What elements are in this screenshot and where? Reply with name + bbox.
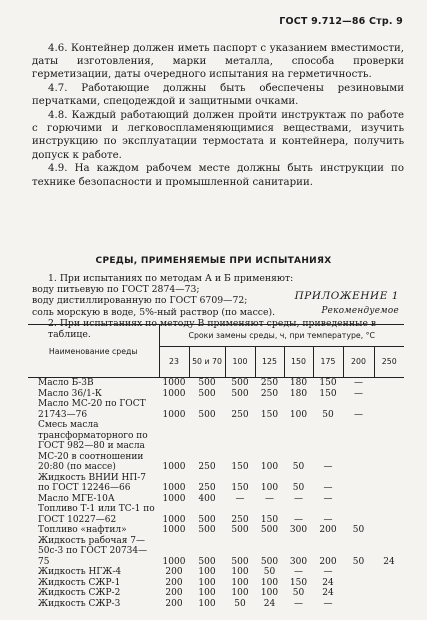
replacement-period-cell: 24 — [383, 556, 395, 567]
paragraph-4-6: 4.6. Контейнер должен иметь паспорт с указанием вместимости, даты изготовления, марки металла, способа проверки герметизации, даты очередного испытания на герметичность. — [32, 43, 404, 81]
replacement-period-cell — [374, 389, 404, 400]
replacement-period-cell: — — [235, 493, 245, 504]
replacement-period-cell — [374, 494, 404, 505]
replacement-period-cell: 150 — [319, 378, 337, 388]
replacement-period-cell: — — [354, 378, 363, 388]
replacement-period-cell: 200 — [165, 567, 183, 577]
medium-name: Жидкость СЖР-1 — [38, 577, 121, 588]
replacement-period-cell — [374, 399, 404, 420]
replacement-period-cell: 50 — [234, 598, 246, 609]
replacement-period-cell: — — [323, 483, 333, 493]
replacement-period-cell: — — [294, 493, 303, 504]
replacement-period-cell: 100 — [231, 567, 249, 577]
replacement-period-cell: 100 — [260, 462, 279, 472]
replacement-period-cell: 100 — [198, 588, 216, 598]
replacement-period-cell: 200 — [165, 588, 183, 598]
temp-header: 50 и 70 — [189, 346, 225, 377]
replacement-period-cell: 500 — [198, 525, 216, 535]
replacement-period-cell: 180 — [289, 378, 308, 388]
replacement-period-cell: 24 — [263, 598, 276, 609]
intro-line: 1. При испытаниях по методам А и Б применяют: — [48, 273, 294, 284]
replacement-period-cell: 100 — [231, 577, 249, 588]
medium-name: Жидкость СЖР-3 — [38, 598, 121, 609]
replacement-period-cell: 250 — [260, 388, 279, 399]
replacement-period-cell: — — [323, 598, 333, 609]
period-span-header: Сроки замены среды, ч, при температуре, °С — [159, 325, 404, 347]
replacement-period-cell: 300 — [289, 525, 308, 535]
table-row — [28, 504, 404, 525]
replacement-period-cell: 500 — [198, 514, 216, 525]
replacement-period-cell — [374, 525, 404, 536]
replacement-period-cell — [374, 567, 404, 578]
replacement-period-cell: 250 — [198, 483, 216, 493]
replacement-period-cell: 250 — [260, 378, 279, 388]
replacement-period-cell — [374, 588, 404, 599]
replacement-period-cell: 50 — [263, 567, 276, 577]
medium-name: Смесь масла трансформаторного по ГОСТ 982—80 и масла МС-20 в соотношении 20:80 (по массе) — [38, 420, 148, 472]
replacement-period-cell — [343, 578, 374, 589]
replacement-period-cell — [343, 567, 374, 578]
replacement-period-cell: 50 — [292, 588, 305, 598]
appendix-title: ПРИЛОЖЕНИЕ 1 — [294, 290, 399, 302]
replacement-period-cell — [374, 420, 404, 473]
replacement-period-cell: — — [354, 409, 363, 420]
replacement-period-cell: — — [294, 567, 303, 577]
table-row — [28, 567, 404, 578]
replacement-period-cell: — — [294, 598, 303, 609]
replacement-period-cell: 500 — [260, 556, 279, 567]
medium-name: Жидкость ВНИИ НП-7 по ГОСТ 12246—66 — [38, 472, 146, 493]
replacement-period-cell: 50 — [292, 483, 305, 493]
medium-name: Топливо «нафтил» — [38, 525, 127, 535]
replacement-period-cell: 1000 — [162, 514, 186, 525]
medium-name: Масло 36/1-К — [38, 388, 102, 399]
replacement-period-cell: — — [323, 567, 333, 577]
medium-name: Жидкость НГЖ-4 — [38, 567, 122, 577]
replacement-period-cell: 250 — [231, 514, 249, 525]
temp-header: 23 — [159, 346, 189, 377]
table-row — [28, 378, 404, 389]
replacement-period-cell: 200 — [319, 556, 337, 567]
replacement-period-cell: 200 — [319, 525, 337, 535]
replacement-period-cell — [343, 494, 374, 505]
replacement-period-cell: 500 — [198, 409, 216, 420]
medium-name: Масло Б-3В — [38, 378, 94, 388]
replacement-period-cell: 1000 — [162, 462, 186, 472]
replacement-period-cell: 50 — [292, 462, 305, 472]
replacement-period-cell: 1000 — [162, 378, 186, 388]
replacement-period-cell: 150 — [260, 409, 279, 420]
replacement-period-cell: 1000 — [162, 483, 186, 493]
replacement-period-cell: 250 — [198, 462, 216, 472]
replacement-period-cell: 1000 — [162, 409, 186, 420]
replacement-period-cell: 50 — [352, 525, 365, 535]
replacement-period-cell: 100 — [260, 577, 279, 588]
page-header: ГОСТ 9.712—86 Стр. 9 — [279, 16, 403, 27]
replacement-period-cell: 150 — [260, 514, 279, 525]
temp-header: 175 — [313, 346, 343, 377]
replacement-period-cell: 400 — [198, 493, 216, 504]
section-title: СРЕДЫ, ПРИМЕНЯЕМЫЕ ПРИ ИСПЫТАНИЯХ — [95, 256, 332, 266]
paragraph-4-9: 4.9. На каждом рабочем месте должны быть инструкции по технике безопасности и промышленной санитарии. — [32, 163, 404, 188]
replacement-period-cell: 200 — [165, 577, 183, 588]
replacement-period-cell: 500 — [231, 388, 249, 399]
replacement-period-cell: 150 — [289, 577, 308, 588]
replacement-period-cell: 200 — [165, 598, 183, 609]
replacement-period-cell: 500 — [198, 556, 216, 567]
table-row — [28, 578, 404, 589]
replacement-period-cell: 500 — [231, 378, 249, 388]
replacement-period-cell: — — [294, 514, 303, 525]
medium-name: Жидкость СЖР-2 — [38, 588, 121, 598]
replacement-period-cell: 1000 — [162, 525, 186, 535]
replacement-period-cell — [374, 599, 404, 610]
replacement-period-cell: 300 — [289, 556, 308, 567]
replacement-period-cell: 150 — [319, 388, 337, 399]
paragraph-4-7: 4.7. Работающие должны быть обеспечены резиновыми перчатками, спецодеждой и защитными очками. — [32, 83, 404, 108]
replacement-period-cell — [374, 504, 404, 525]
replacement-period-cell — [374, 378, 404, 389]
table-row — [28, 599, 404, 610]
table-row — [28, 536, 404, 568]
table-row — [28, 420, 404, 473]
replacement-period-cell: 100 — [260, 483, 279, 493]
intro-line: воду дистиллированную по ГОСТ 6709—72; — [32, 295, 248, 307]
replacement-period-cell: 250 — [231, 409, 249, 420]
replacement-period-cell: 100 — [289, 409, 308, 420]
replacement-period-cell: 24 — [322, 577, 334, 588]
intro-line: воду питьевую по ГОСТ 2874—73; — [32, 284, 200, 296]
replacement-period-cell — [374, 578, 404, 589]
replacement-period-cell — [374, 473, 404, 494]
temp-header: 200 — [343, 346, 374, 377]
medium-name: Жидкость рабочая 7—50с-3 по ГОСТ 20734—75 — [38, 535, 148, 567]
replacement-period-cell — [343, 473, 374, 494]
replacement-period-cell — [343, 588, 374, 599]
replacement-period-cell: 100 — [260, 588, 279, 598]
replacement-period-cell: — — [323, 462, 333, 472]
replacement-period-cell: 150 — [231, 483, 249, 493]
replacement-period-cell: — — [265, 493, 274, 504]
intro-line: 2. При испытаниях по методу В применяют среды, приведенные в таблице. — [48, 317, 377, 341]
medium-name: Масло МГЕ-10А — [38, 493, 115, 504]
name-column-header: Наименование среды — [28, 325, 159, 378]
medium-name: Топливо Т-1 или ТС-1 по ГОСТ 10227—62 — [38, 504, 155, 525]
replacement-period-cell: 150 — [231, 462, 249, 472]
replacement-period-cell: 1000 — [162, 556, 186, 567]
replacement-period-cell: 100 — [231, 588, 249, 598]
replacement-period-cell: 100 — [198, 577, 216, 588]
temp-header: 100 — [225, 346, 255, 377]
replacement-period-cell: 100 — [198, 598, 216, 609]
replacement-period-cell — [343, 599, 374, 610]
paragraph-4-8: 4.8. Каждый работающий должен пройти инструктаж по работе с горючими и легковоспламеняющимися веществами, изучить инструкцию по эксплуатации термостата и контейнера, получить допуск к работе. — [32, 110, 404, 161]
table-row — [28, 525, 404, 536]
replacement-period-cell — [343, 504, 374, 525]
table-row — [28, 399, 404, 420]
replacement-period-cell — [343, 420, 374, 473]
appendix-note: Рекомендуемое — [321, 306, 399, 316]
temp-header: 150 — [284, 346, 313, 377]
table-row — [28, 389, 404, 400]
replacement-period-cell: 100 — [198, 567, 216, 577]
replacement-period-cell: 500 — [231, 525, 249, 535]
replacement-period-cell: — — [354, 388, 363, 399]
temp-header: 125 — [255, 346, 284, 377]
replacement-period-cell: 500 — [198, 378, 216, 388]
replacement-period-cell: — — [323, 514, 333, 525]
table-row — [28, 473, 404, 494]
replacement-period-cell: 180 — [289, 388, 308, 399]
table-row — [28, 588, 404, 599]
replacement-period-cell: — — [323, 493, 333, 504]
replacement-period-cell: 500 — [198, 388, 216, 399]
table-row — [28, 494, 404, 505]
intro-line: соль морскую в воде, 5%-ный раствор (по массе). — [32, 306, 276, 318]
replacement-period-cell: 50 — [352, 556, 365, 567]
body-text — [32, 42, 404, 189]
replacement-period-cell: 500 — [231, 556, 249, 567]
media-table — [28, 324, 404, 609]
replacement-period-cell: 1000 — [162, 388, 186, 399]
medium-name: Масло МС-20 по ГОСТ 21743—76 — [38, 399, 146, 420]
replacement-period-cell: 1000 — [162, 493, 186, 504]
temp-header: 250 — [374, 346, 404, 377]
replacement-period-cell: 24 — [322, 588, 334, 598]
replacement-period-cell: 500 — [260, 525, 279, 535]
replacement-period-cell: 50 — [322, 409, 334, 420]
